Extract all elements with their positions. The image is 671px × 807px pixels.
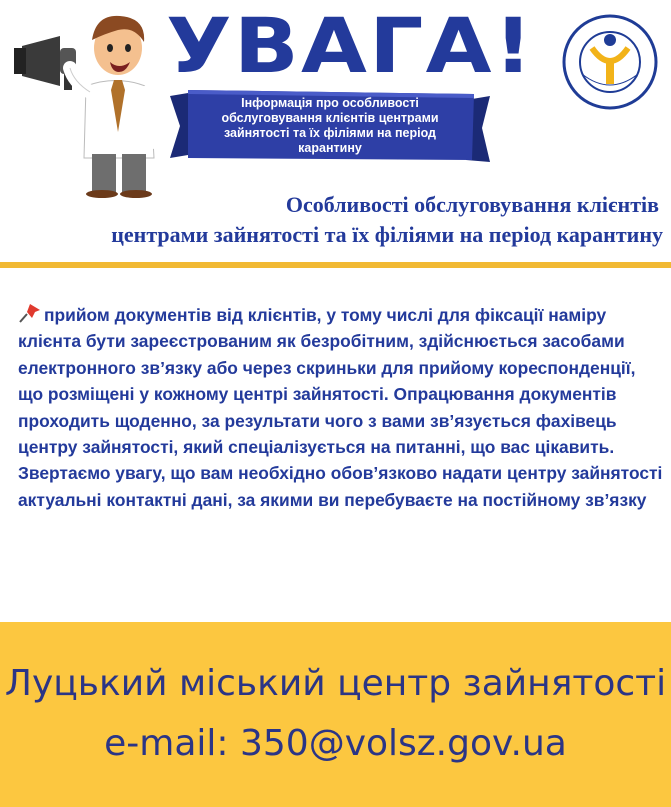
header (0, 0, 671, 262)
ribbon-text: Інформація про особливості обслуговування клієнтів центрами зайнятості та їх філіями на період карантину (221, 96, 439, 155)
subtitle-line-2: центрами зайнятості та їх філіями на період карантину (111, 222, 663, 247)
footer-center-name: Луцький міський центр зайнятості (4, 663, 667, 704)
subtitle (0, 190, 671, 250)
body-paragraph: прийом документів від клієнтів, у тому числі для фіксації наміру клієнта бути зареєстрованим як безробітним, здійснюється засобами електронного зв’язку або через скриньки для прийому кореспонденції, що розміщені у кожному центрі зайнятості. Опрацювання документів проходить щоденно, за результати чого з вами зв’язується фахівець центру зайнятості, який спеціалізується на питанні, що вас цікавить. Звертаємо увагу, що вам необхідно обов’язково надати центру зайнятості актуальні контактні дані, за якими ви перебуваєте на постійному зв’язку (18, 305, 663, 510)
pushpin-icon (18, 302, 42, 324)
headline: УВАГА! (166, 1, 535, 90)
divider (0, 262, 671, 268)
footer-email: e-mail: 350@volsz.gov.ua (104, 723, 567, 764)
subtitle-line-1: Особливості обслуговування клієнтів (285, 192, 659, 217)
footer (0, 622, 671, 807)
employment-service-seal-icon (562, 14, 658, 110)
body-text (18, 302, 664, 513)
megaphone-mascot-icon (14, 8, 164, 198)
